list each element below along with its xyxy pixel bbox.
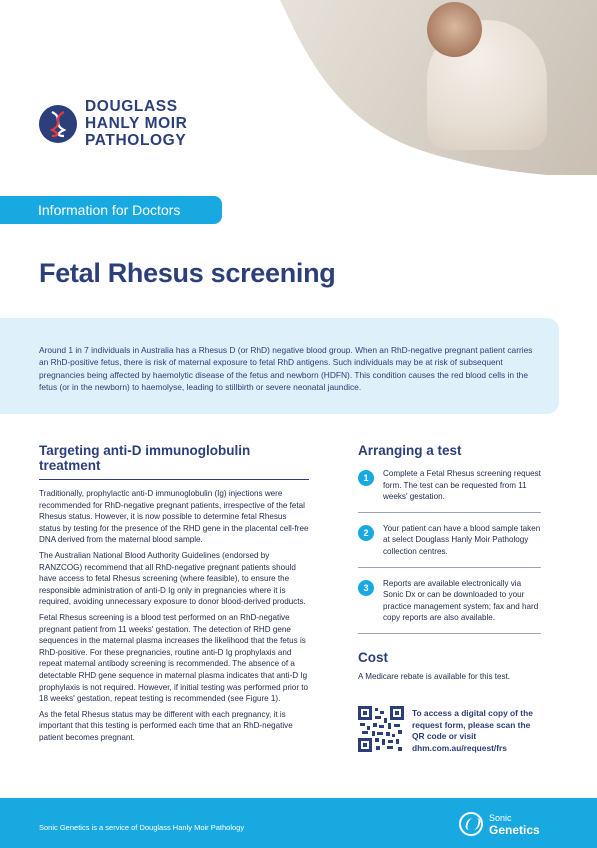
anti-d-paragraph: Fetal Rhesus screening is a blood test performed on an RhD-negative pregnant patient from 11 weeks' gestation. The detection of RHD gene sequences in the maternal plasma increases the likelihood that the fetus is RhD-positive. For these pregnancies, routine anti-D Ig prophylaxis and repeat maternal antibody screening is recommended. The absence of a detectable RHD gene sequence in maternal plasma indicates that anti-D Ig prophylaxis is not required. However, if initial testing was performed prior to 18 weeks' gestation, repeat testing is recommended (see Figure 1). xyxy=(39,612,309,704)
logo-line-3: PATHOLOGY xyxy=(85,132,187,149)
step-text: Reports are available electronically via Sonic Dx or can be downloaded to your practice management system; fax and hard copy reports are also available. xyxy=(383,578,539,623)
hero-curve-shape xyxy=(0,0,597,190)
intro-text: Around 1 in 7 individuals in Australia has a Rhesus D (or RhD) negative blood group. When an RhD-negative pregnant patient carries an RhD-positive fetus, there is risk of maternal exposure to fetal RhD antigens. Such individuals may be at risk of subsequent pregnancies being affected by haemolytic disease of the fetus and newborn (HDFN). This condition causes the red blood cells in the fetus (or in the newborn) to haemolyse, leading to stillbirth or severe neonatal jaundice. xyxy=(39,345,533,393)
logo-line-1: DOUGLASS xyxy=(85,98,178,115)
dna-logo-icon xyxy=(39,105,77,143)
sonic-genetics-icon xyxy=(459,812,483,836)
qr-instructions: To access a digital copy of the request form, please scan the QR code or visit dhm.com.au/request/frs xyxy=(412,708,533,753)
step-number-badge: 3 xyxy=(358,580,374,596)
step-item xyxy=(358,468,541,513)
arranging-test-heading: Arranging a test xyxy=(358,443,462,458)
step-number-badge: 1 xyxy=(358,470,374,486)
sonic-genetics-logo xyxy=(459,812,540,836)
arranging-test-section xyxy=(358,443,541,644)
cost-text: A Medicare rebate is available for this test. xyxy=(358,672,511,681)
audience-tab xyxy=(0,196,222,224)
sonic-brand-line: Sonic xyxy=(489,813,512,823)
cost-heading: Cost xyxy=(358,650,388,665)
anti-d-paragraph: As the fetal Rhesus status may be different with each pregnancy, it is important that this testing is performed each time that an RhD-negative patient becomes pregnant. xyxy=(39,709,293,742)
company-logo xyxy=(39,98,187,149)
page-title: Fetal Rhesus screening xyxy=(39,258,336,288)
qr-code-icon[interactable] xyxy=(358,706,404,752)
genetics-brand-line: Genetics xyxy=(489,823,540,837)
step-item xyxy=(358,523,541,568)
step-item xyxy=(358,578,541,634)
anti-d-heading: Targeting anti-D immunoglobulin treatment xyxy=(39,443,309,480)
step-number-badge: 2 xyxy=(358,525,374,541)
step-text: Complete a Fetal Rhesus screening request form. The test can be requested from 11 weeks' gestation. xyxy=(383,469,541,502)
anti-d-paragraph: The Australian National Blood Authority Guidelines (endorsed by RANZCOG) recommend that all RhD-negative pregnant patients should have access to fetal Rhesus screening (where feasible), to ensure the responsible administration of anti-D Ig only in pregnancies where it is required, avoiding unnecessary exposure to donor blood-derived products. xyxy=(39,550,306,607)
footer-text: Sonic Genetics is a service of Douglass Hanly Moir Pathology xyxy=(39,823,245,832)
hero-banner xyxy=(0,0,597,190)
step-text: Your patient can have a blood sample taken at select Douglass Hanly Moir Pathology collection centres. xyxy=(383,523,541,556)
logo-line-2: HANLY MOIR xyxy=(85,115,188,132)
anti-d-section xyxy=(39,443,309,747)
intro-panel xyxy=(0,318,559,414)
anti-d-paragraph: Traditionally, prophylactic anti-D immunoglobulin (Ig) injections were recommended for RhD-negative pregnant patients, irrespective of the fetal Rhesus status. However, it is now possible to determine fetal Rhesus status by testing for the presence of the RHD gene in the placental cell-free DNA derived from the maternal blood sample. xyxy=(39,489,309,545)
audience-tab-label: Information for Doctors xyxy=(38,202,181,218)
